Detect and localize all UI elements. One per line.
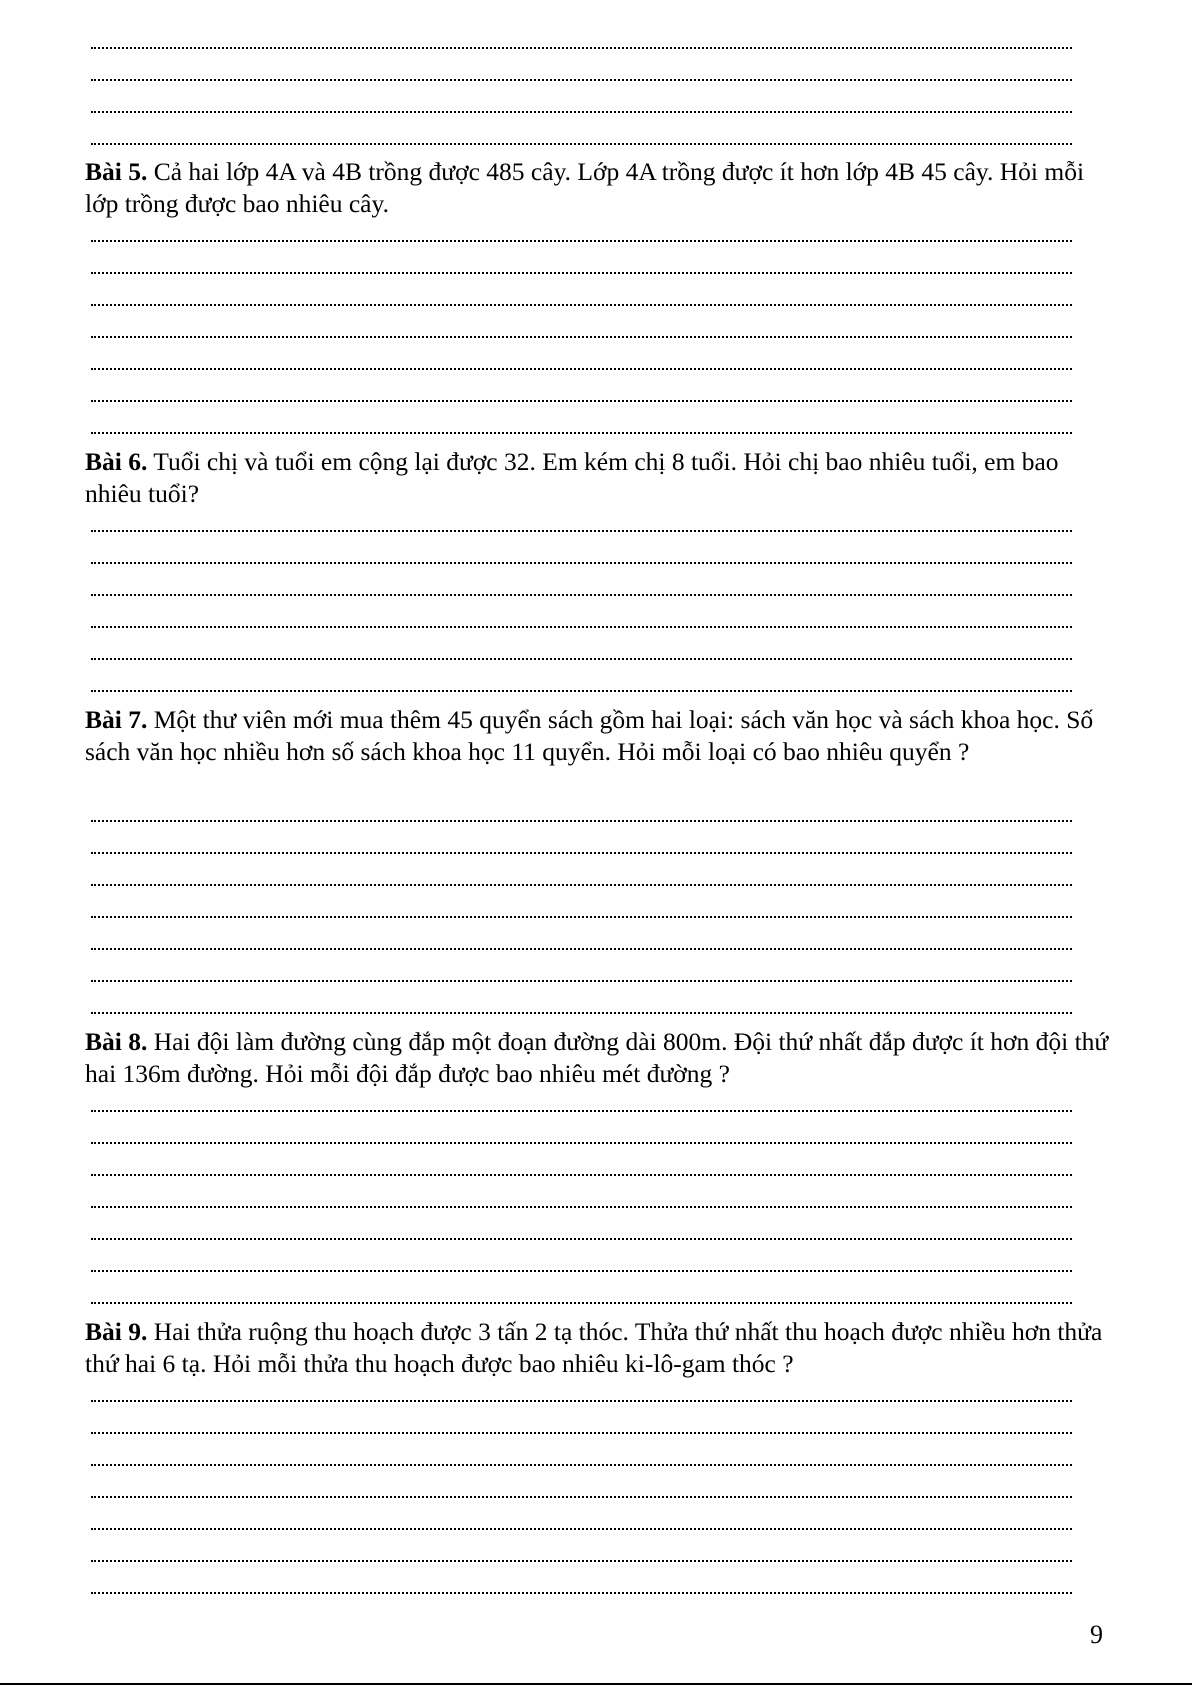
answer-line <box>91 1142 1072 1144</box>
answer-line <box>91 1174 1072 1176</box>
problem-text: Một thư viên mới mua thêm 45 quyển sách gồm hai loại: sách văn học và sách khoa học. Số sách văn học nhiều hơn số sách khoa học 11 quyển. Hỏi mỗi loại có bao nhiêu quyển ? <box>85 705 1094 766</box>
problem-7 <box>85 704 1115 768</box>
answer-line <box>91 432 1072 434</box>
answer-line <box>91 594 1072 596</box>
problem-text: Hai đội làm đường cùng đắp một đoạn đường dài 800m. Đội thứ nhất đắp được ít hơn đội thứ hai 136m đường. Hỏi mỗi đội đắp được bao nhiêu mét đường ? <box>85 1027 1109 1088</box>
answer-line <box>91 368 1072 370</box>
answer-line <box>91 820 1072 822</box>
problem-text: Cả hai lớp 4A và 4B trồng được 485 cây. Lớp 4A trồng được ít hơn lớp 4B 45 cây. Hỏi mỗi lớp trồng được bao nhiêu cây. <box>85 157 1085 218</box>
answer-line <box>91 1560 1072 1562</box>
answer-line <box>91 948 1072 950</box>
problem-label: Bài 8. <box>85 1027 148 1056</box>
answer-line <box>91 1012 1072 1014</box>
problem-text: Tuổi chị và tuổi em cộng lại được 32. Em kém chị 8 tuổi. Hỏi chị bao nhiêu tuổi, em bao nhiêu tuổi? <box>85 447 1059 508</box>
answer-line <box>91 1110 1072 1112</box>
page-number: 9 <box>1090 1620 1103 1649</box>
answer-line <box>91 916 1072 918</box>
answer-line <box>91 1528 1072 1530</box>
problem-label: Bài 9. <box>85 1317 148 1346</box>
answer-line <box>91 304 1072 306</box>
answer-line <box>91 1592 1072 1594</box>
answer-line <box>91 336 1072 338</box>
problem-6 <box>85 446 1115 510</box>
answer-line <box>91 690 1072 692</box>
problem-label: Bài 6. <box>85 447 148 476</box>
answer-line <box>91 562 1072 564</box>
answer-line <box>91 79 1072 81</box>
answer-line <box>91 1206 1072 1208</box>
problem-label: Bài 5. <box>85 157 148 186</box>
answer-line <box>91 1464 1072 1466</box>
problem-5 <box>85 156 1115 220</box>
problem-8 <box>85 1026 1115 1090</box>
answer-line <box>91 1238 1072 1240</box>
answer-line <box>91 240 1072 242</box>
answer-line <box>91 400 1072 402</box>
answer-line <box>91 530 1072 532</box>
problem-text: Hai thửa ruộng thu hoạch được 3 tấn 2 tạ thóc. Thửa thứ nhất thu hoạch được nhiều hơn thửa thứ hai 6 tạ. Hỏi mỗi thửa thu hoạch được bao nhiêu ki-lô-gam thóc ? <box>85 1317 1103 1378</box>
answer-line <box>91 47 1072 49</box>
answer-line <box>91 980 1072 982</box>
answer-line <box>91 272 1072 274</box>
answer-line <box>91 852 1072 854</box>
problem-9 <box>85 1316 1115 1380</box>
answer-line <box>91 1496 1072 1498</box>
answer-line <box>91 1270 1072 1272</box>
answer-line <box>91 1302 1072 1304</box>
answer-line <box>91 1432 1072 1434</box>
answer-line <box>91 884 1072 886</box>
answer-line <box>91 658 1072 660</box>
answer-line <box>91 626 1072 628</box>
answer-line <box>91 143 1072 145</box>
answer-line <box>91 111 1072 113</box>
problem-label: Bài 7. <box>85 705 148 734</box>
answer-line <box>91 1400 1072 1402</box>
